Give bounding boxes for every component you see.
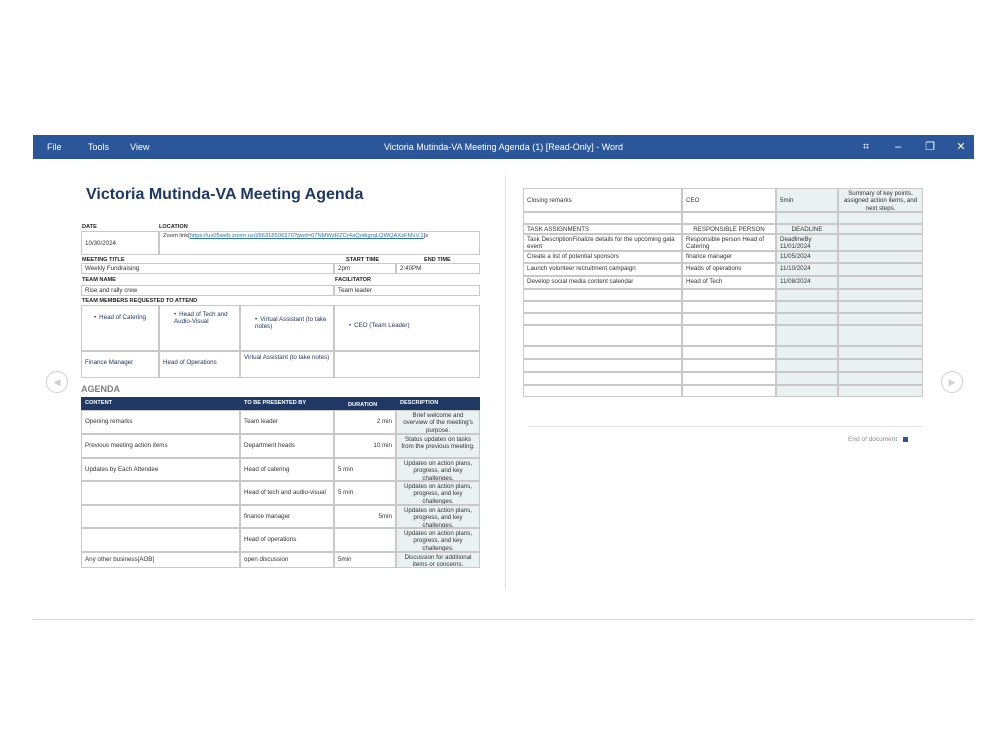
closing-by: CEO [682, 188, 776, 212]
blank-cell [523, 301, 682, 313]
menu-file[interactable]: File [47, 142, 62, 152]
member-empty [334, 351, 480, 378]
end-of-document [848, 436, 908, 443]
blank-cell [838, 289, 923, 301]
location-label: LOCATION [159, 224, 188, 230]
closing-duration: 5min [776, 188, 838, 212]
blank-cell [776, 346, 838, 359]
blank-cell [682, 289, 776, 301]
agenda-content-cell: Any other business[AOB] [81, 552, 240, 568]
facilitator-value: Team leader [334, 285, 480, 296]
agenda-duration-cell: 2 min [334, 410, 396, 434]
agenda-by-cell: Head of catering [240, 458, 334, 481]
blank-cell [838, 346, 923, 359]
blank-cell [523, 346, 682, 359]
task-task-cell: Create a list of potential sponsors [523, 251, 682, 263]
task-person-cell: Responsible person Head of Catering [682, 234, 776, 251]
agenda-content-cell: Updates by Each Attendee [81, 458, 240, 481]
chevron-right-icon: ▶ [948, 376, 956, 387]
agenda-content-cell: Previous meeting action items [81, 434, 240, 458]
end-marker-icon [903, 437, 908, 442]
agenda-desc-cell: Updates on action plans, progress, and key challenges. [396, 481, 480, 505]
agenda-duration-cell: 5min [334, 505, 396, 528]
task-person-cell: Head of Tech [682, 276, 776, 289]
end-time-label: END TIME [424, 257, 451, 263]
agenda-header-duration: DURATION [334, 397, 396, 410]
blank-cell [523, 289, 682, 301]
task-person-cell: finance manager [682, 251, 776, 263]
blank-cell [682, 385, 776, 397]
member-finance-manager: Finance Manager [81, 351, 159, 378]
agenda-by-cell: open discussion [240, 552, 334, 568]
location-prefix: Zoom link[ [163, 233, 190, 239]
agenda-desc-cell: Updates on action plans, progress, and key challenges. [396, 458, 480, 481]
minimize-icon[interactable]: – [894, 141, 902, 153]
task-task-cell: Develop social media content calendar [523, 276, 682, 289]
member-text: • Head of Tech and Audio-Visual [174, 311, 228, 325]
task-header: TASK ASSIGNMENTS [523, 224, 682, 234]
agenda-by-cell: finance manager [240, 505, 334, 528]
blank-cell [776, 385, 838, 397]
member-head-of-tech [159, 305, 240, 351]
agenda-heading: AGENDA [81, 384, 121, 394]
start-time-label: START TIME [346, 257, 380, 263]
agenda-desc-cell: Updates on action plans, progress, and key challenges. [396, 505, 480, 528]
member-head-of-catering [81, 305, 159, 351]
agenda-header-by: TO BE PRESENTED BY [240, 397, 334, 410]
blank-cell [838, 251, 923, 263]
blank-cell [523, 313, 682, 325]
window-title: Victoria Mutinda-VA Meeting Agenda (1) [Read-Only] - Word [383, 142, 624, 152]
end-time-value: 2:40PM [396, 263, 480, 274]
title-bar [33, 135, 974, 159]
task-deadline-cell: 11/10/2024 [776, 263, 838, 276]
closing-description: Summary of key points, assigned action items, and next steps. [838, 188, 923, 212]
focus-mode-icon[interactable]: ⌗ [862, 141, 870, 153]
date-value: 10/30/2024 [81, 231, 159, 255]
agenda-content-cell [81, 481, 240, 505]
agenda-content-cell [81, 528, 240, 552]
agenda-by-cell: Head of operations [240, 528, 334, 552]
blank-cell [682, 301, 776, 313]
agenda-desc-cell: Discussion for additional items or concerns. [396, 552, 480, 568]
agenda-duration-cell: 5min [334, 552, 396, 568]
blank-cell [838, 276, 923, 289]
blank-cell [523, 372, 682, 385]
responsible-header: RESPONSIBLE PERSON [682, 224, 776, 234]
agenda-duration-cell [334, 528, 396, 552]
blank-cell [776, 372, 838, 385]
blank-cell [838, 359, 923, 372]
blank-cell [776, 289, 838, 301]
blank-cell [838, 234, 923, 251]
blank-cell [838, 263, 923, 276]
task-task-cell: Task DescriptionFinalize details for the upcoming gala event [523, 234, 682, 251]
blank-cell [838, 325, 923, 346]
blank-cell [523, 359, 682, 372]
blank-cell [838, 301, 923, 313]
location-value [159, 231, 480, 255]
agenda-by-cell: Department heads [240, 434, 334, 458]
agenda-duration-cell: 5 min [334, 481, 396, 505]
blank-cell [776, 325, 838, 346]
agenda-by-cell: Team leader [240, 410, 334, 434]
blank-cell [682, 325, 776, 346]
agenda-header-content: CONTENT [81, 397, 240, 410]
blank-row [838, 212, 923, 224]
blank-row [682, 212, 776, 224]
close-icon[interactable]: ✕ [956, 141, 966, 153]
task-person-cell: Heads of operations [682, 263, 776, 276]
agenda-header-description: DESCRIPTION [396, 397, 480, 410]
member-virtual-assistant [240, 305, 334, 351]
agenda-desc-cell: Brief welcome and overview of the meeting's purpose. [396, 410, 480, 434]
member-text: • Head of Catering [94, 314, 146, 321]
location-suffix: ]s [423, 233, 429, 239]
member-text: • Virtual Assistant (to take notes) [255, 316, 326, 330]
menu-tools[interactable]: Tools [88, 142, 110, 152]
members-label: TEAM MEMBERS REQUESTED TO ATTEND [82, 298, 198, 304]
blank-cell [838, 313, 923, 325]
restore-icon[interactable]: ❐ [925, 141, 935, 153]
chevron-left-icon: ◀ [53, 376, 61, 387]
date-label: DATE [82, 224, 97, 230]
member-virtual-assistant-2: Virtual Assistant (to take notes) [240, 351, 334, 378]
blank-cell [682, 313, 776, 325]
blank-cell [682, 346, 776, 359]
agenda-desc-cell: Status updates on tasks from the previous meeting. [396, 434, 480, 458]
agenda-by-cell: Head of tech and audio-visual [240, 481, 334, 505]
member-ceo [334, 305, 480, 351]
member-text: • CEO (Team Leader) [349, 322, 410, 329]
previous-page-button[interactable] [46, 371, 68, 393]
agenda-duration-cell: 5 min [334, 458, 396, 481]
next-page-button[interactable] [941, 371, 963, 393]
blank-row [776, 212, 838, 224]
blank-cell [523, 325, 682, 346]
task-task-cell: Launch volunteer recruitment campaign [523, 263, 682, 276]
meeting-title-label: MEETING TITLE [82, 257, 125, 263]
end-text: End of document [848, 436, 898, 443]
blank-cell [682, 359, 776, 372]
task-deadline-cell: DeadlineBy 11/01/2024 [776, 234, 838, 251]
end-rule [528, 426, 923, 427]
blank-cell [838, 372, 923, 385]
blank-cell [523, 385, 682, 397]
zoom-link[interactable]: https://us05web.zoom.us/j/86318506370?pwd=07NMWzRZCr4aQotkgrqLQWQAXzFMvV.1 [189, 233, 424, 239]
team-name-label: TEAM NAME [82, 277, 116, 283]
page-divider [505, 175, 506, 590]
task-deadline-cell: 11/05/2024 [776, 251, 838, 263]
team-name-value: Rise and rally crew [81, 285, 334, 296]
agenda-content-cell [81, 505, 240, 528]
start-time-value: 2pm [334, 263, 396, 274]
blank-cell [838, 385, 923, 397]
blank-cell [776, 359, 838, 372]
agenda-desc-cell: Updates on action plans, progress, and key challenges. [396, 528, 480, 552]
task-deadline-cell: 11/08/2024 [776, 276, 838, 289]
facilitator-label: FACILITATOR [335, 277, 372, 283]
member-head-of-operations: Head of Operations [159, 351, 240, 378]
deadline-header: DEADLINE [776, 224, 838, 234]
document-title: Victoria Mutinda-VA Meeting Agenda [86, 186, 364, 203]
closing-content: Closing remarks [523, 188, 682, 212]
blank-cell [838, 224, 923, 234]
agenda-duration-cell: 10 min [334, 434, 396, 458]
agenda-content-cell: Opening remarks [81, 410, 240, 434]
blank-row [523, 212, 682, 224]
blank-cell [682, 372, 776, 385]
blank-cell [776, 313, 838, 325]
blank-cell [776, 301, 838, 313]
menu-view[interactable]: View [130, 142, 150, 152]
meeting-title-value: Weekly Fundraising [81, 263, 334, 274]
